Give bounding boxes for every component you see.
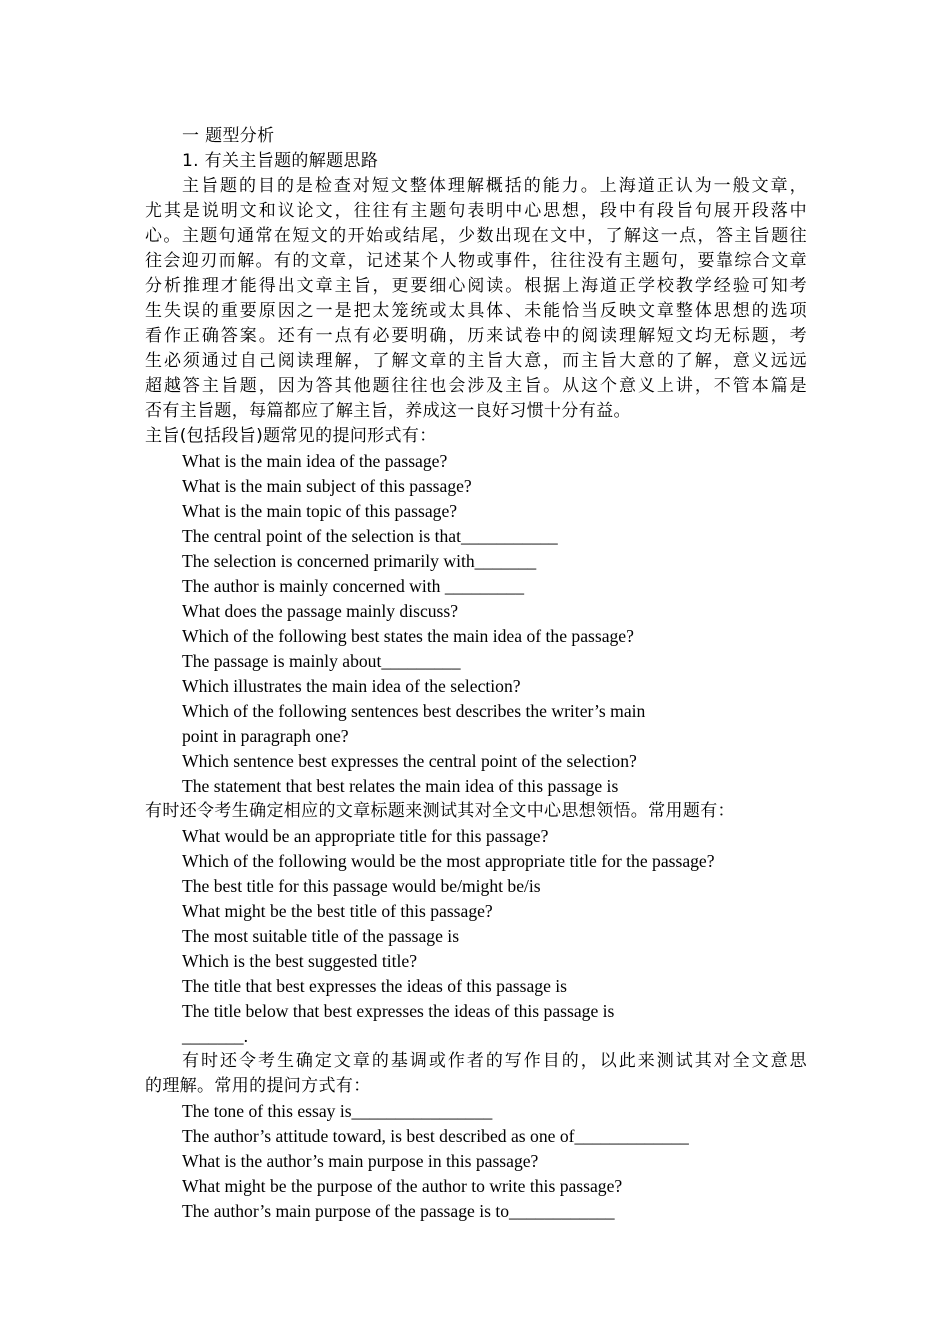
paragraph-line: 否有主旨题，每篇都应了解主旨，养成这一良好习惯十分有益。 <box>145 401 631 421</box>
question-item: What is the main idea of the passage? <box>182 451 448 471</box>
question-item: Which of the following would be the most appropriate title for the passage? <box>182 851 715 871</box>
paragraph-line: 有时还令考生确定文章的基调或作者的写作目的，以此来测试其对全文意思 <box>182 1051 807 1071</box>
question-item: What might be the purpose of the author to write this passage? <box>182 1176 623 1196</box>
paragraph-line: 的理解。常用的提问方式有： <box>145 1076 371 1096</box>
question-item: Which of the following best states the main idea of the passage? <box>182 626 634 646</box>
question-item: The statement that best relates the main idea of this passage is <box>182 776 619 796</box>
paragraph-line: 心。主题句通常在短文的开始或结尾，少数出现在文中，了解这一点，答主旨题往 <box>145 226 807 246</box>
paragraph-line: 超越答主旨题，因为答其他题往往也会涉及主旨。从这个意义上讲，不管本篇是 <box>145 376 807 396</box>
question-item: What is the main subject of this passage? <box>182 476 472 496</box>
question-item: The title that best expresses the ideas of this passage is <box>182 976 568 996</box>
document-body <box>145 124 807 1224</box>
question-item: The passage is mainly about_________ <box>182 651 461 671</box>
question-item: The selection is concerned primarily with_______ <box>182 551 537 571</box>
title-heading: 有时还令考生确定相应的文章标题来测试其对全文中心思想领悟。常用题有： <box>145 801 735 821</box>
question-item: The tone of this essay is________________ <box>182 1101 493 1121</box>
question-item: The central point of the selection is that___________ <box>182 526 558 546</box>
question-item: What is the author’s main purpose in this passage? <box>182 1151 539 1171</box>
question-item: Which illustrates the main idea of the selection? <box>182 676 521 696</box>
paragraph-line: 生失误的重要原因之一是把太笼统或太具体、未能恰当反映文章整体思想的选项 <box>145 301 807 321</box>
question-item: What is the main topic of this passage? <box>182 501 458 521</box>
main-idea-question-list <box>145 449 807 799</box>
question-item: point in paragraph one? <box>182 726 349 746</box>
question-item: Which of the following sentences best describes the writer’s main <box>182 701 646 721</box>
question-item: The author’s attitude toward, is best described as one of_____________ <box>182 1126 689 1146</box>
paragraph-line: 生必须通过自己阅读理解，了解文章的主旨大意，而主旨大意的了解，意义远远 <box>145 351 807 371</box>
tone-question-list <box>145 1099 807 1224</box>
question-item: Which is the best suggested title? <box>182 951 418 971</box>
intro-paragraph <box>145 174 807 424</box>
question-item: What does the passage mainly discuss? <box>182 601 459 621</box>
paragraph-line: 主旨题的目的是检查对短文整体理解概括的能力。上海道正认为一般文章， <box>182 176 807 196</box>
paragraph-line: 往会迎刃而解。有的文章，记述某个人物或事件，往往没有主题句，要靠综合文章 <box>145 251 807 271</box>
question-item: The best title for this passage would be/might be/is <box>182 876 541 896</box>
question-item: The most suitable title of the passage is <box>182 926 460 946</box>
paragraph-line: 看作正确答案。还有一点有必要明确，历来试卷中的阅读理解短文均无标题，考 <box>145 326 807 346</box>
tone-paragraph <box>145 1049 807 1099</box>
question-item: What would be an appropriate title for this passage? <box>182 826 549 846</box>
section-title: 一 题型分析 <box>182 126 275 146</box>
paragraph-line: 分析推理才能得出文章主旨，更要细心阅读。根据上海道正学校教学经验可知考 <box>145 276 807 296</box>
question-item: The author is mainly concerned with _________ <box>182 576 525 596</box>
question-item: The title below that best expresses the ideas of this passage is <box>182 1001 615 1021</box>
question-item: The author’s main purpose of the passage is to____________ <box>182 1201 615 1221</box>
title-question-list <box>145 824 807 1049</box>
question-item: Which sentence best expresses the central point of the selection? <box>182 751 637 771</box>
main-idea-heading: 主旨(包括段旨)题常见的提问形式有： <box>145 426 437 446</box>
question-item: _______. <box>182 1026 248 1046</box>
question-item: What might be the best title of this passage? <box>182 901 493 921</box>
subsection-title: 1. 有关主旨题的解题思路 <box>182 151 379 171</box>
paragraph-line: 尤其是说明文和议论文，往往有主题句表明中心思想，段中有段旨句展开段落中 <box>145 201 807 221</box>
